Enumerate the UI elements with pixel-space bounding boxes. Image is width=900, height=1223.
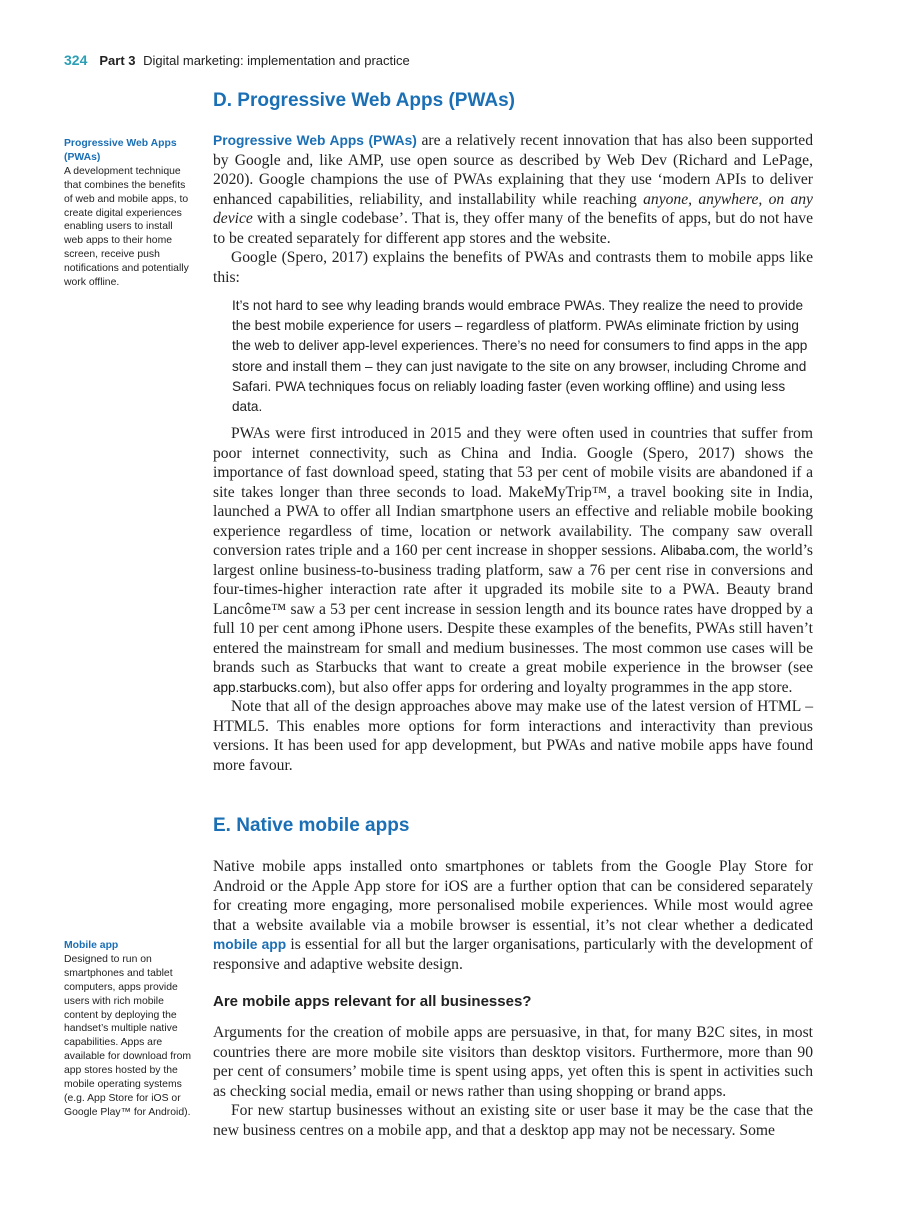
margin-note-definition: A development technique that combines the benefits of web and mobile apps, to create digital experiences enabling users to install web apps to their home screen, receive push notifications and potentially work offline. [64,165,189,289]
block-quote: It’s not hard to see why leading brands would embrace PWAs. They realize the need to provide the best mobile experience for users – regardless of platform. PWAs eliminate friction by using the web to deliver app-level experiences. There’s no need for consumers to find apps in the app store and install them – they can just navigate to the site on any browser, including Chrome and Safari. PWA techniques focus on reliably loading faster (even working offline) and using less data. [232,298,808,415]
text-run: , the world’s largest online business-to-business trading platform, saw a 76 per cent rise in conversions and four-times-higher interaction rate after it upgraded its mobile site to a PWA. Beauty brand Lancôme™ saw a 53 per cent increase in session length and its bounce rates have dropped by a full 10 per cent among iPhone users. Despite these examples of the benefits, PWAs still haven’t entered the mainstream for small and medium businesses. The most common use cases will be brands such as Starbucks that want to create a great mobile experience in the browser (see [213,542,814,676]
paragraph: Google (Spero, 2017) explains the benefits of PWAs and contrasts them to mobile apps like this: [213,249,813,286]
part-title: Digital marketing: implementation and practice [143,53,410,68]
text-run: Native mobile apps installed onto smartphones or tablets from the Google Play Store for Android or the Apple App store for iOS are a further option that can be considered separately for creating more engaging, more personalised mobile experiences. While most would agree that a website available via a mobile browser is essential, it’s not clear whether a dedicated [213,858,813,934]
subheading: Are mobile apps relevant for all businesses? [213,993,532,1010]
text-run: is essential for all but the larger organisations, particularly with the development of responsive and adaptive website design. [213,936,813,973]
margin-note-definition: Designed to run on smartphones and tablet computers, apps provide users with rich mobile content by deploying the handset’s multiple native capabilities. Apps are available for download from app stores hosted by the mobile operating systems (e.g. App Store for iOS or Google Play™ for Android). [64,953,192,1118]
text-run: ), but also offer apps for ordering and loyalty programmes in the app store. [326,678,793,696]
key-term: mobile app [213,937,287,952]
running-head [64,52,410,68]
emphasis: anyone, anywhere, on any device [213,190,813,227]
section-d-heading: D. Progressive Web Apps (PWAs) [213,90,515,111]
section-e-body-top [213,857,813,974]
text-run: are a relatively recent innovation that has also been supported by Google and, like AMP, use open source as described by Web Dev (Richard and LePage, 2020). Google champions the use of PWAs explaining that they use ‘modern APIs to deliver enhanced capabilities, reliability, and installability while reaching [213,132,813,208]
margin-note-pwa [64,137,194,290]
paragraph: Note that all of the design approaches above may make use of the latest version of HTML – HTML5. This enables more options for form interactions and interactivity than previous versions. It has been used for app development, but PWAs and native mobile apps have found more favour. [213,698,813,774]
margin-note-term: Mobile app [64,940,119,951]
section-e-heading: E. Native mobile apps [213,815,410,836]
paragraph [213,131,813,248]
part-label: Part 3 [99,53,136,68]
text-run: PWAs were first introduced in 2015 and they were often used in countries that suffer from poor internet connectivity, such as China and India. Google (Spero, 2017) shows the importance of fast download speed, stating that 53 per cent of mobile visits are abandoned if a site takes longer than three seconds to load. MakeMyTrip™, a travel booking site in India, launched a PWA to offer all Indian smartphone users an effective and reliable mobile booking experience regardless of time, location or network availability. The company saw overall conversion rates triple and a 160 per cent increase in shopper sessions. [213,425,813,559]
section-e-body-bottom [213,1023,813,1140]
section-d-body-top [213,131,813,287]
margin-note-mobile-app [64,939,194,1120]
section-d-body-bottom [213,424,813,775]
url-starbucks: app.starbucks.com [213,679,327,695]
text-run: with a single codebase’. That is, they offer many of the benefits of apps, but do not have to be created separately for different app stores and the website. [213,210,813,247]
paragraph: For new startup businesses without an existing site or user base it may be the case that the new business centres on a mobile app, and that a desktop app may not be necessary. Some [213,1102,813,1139]
paragraph: Arguments for the creation of mobile apps are persuasive, in that, for many B2C sites, in most countries there are more mobile site visitors than desktop visitors. Furthermore, more than 90 per cent of consumers’ mobile time is spent using apps, yet often this is spent in activities such as checking social media, email or news rather than using shopping or brand apps. [213,1024,813,1100]
margin-note-term: Progressive Web Apps (PWAs) [64,138,177,163]
paragraph [213,857,813,974]
page-number: 324 [64,52,88,68]
key-term: Progressive Web Apps (PWAs) [213,133,417,148]
url-alibaba: Alibaba.com [660,543,735,558]
paragraph [213,424,813,697]
